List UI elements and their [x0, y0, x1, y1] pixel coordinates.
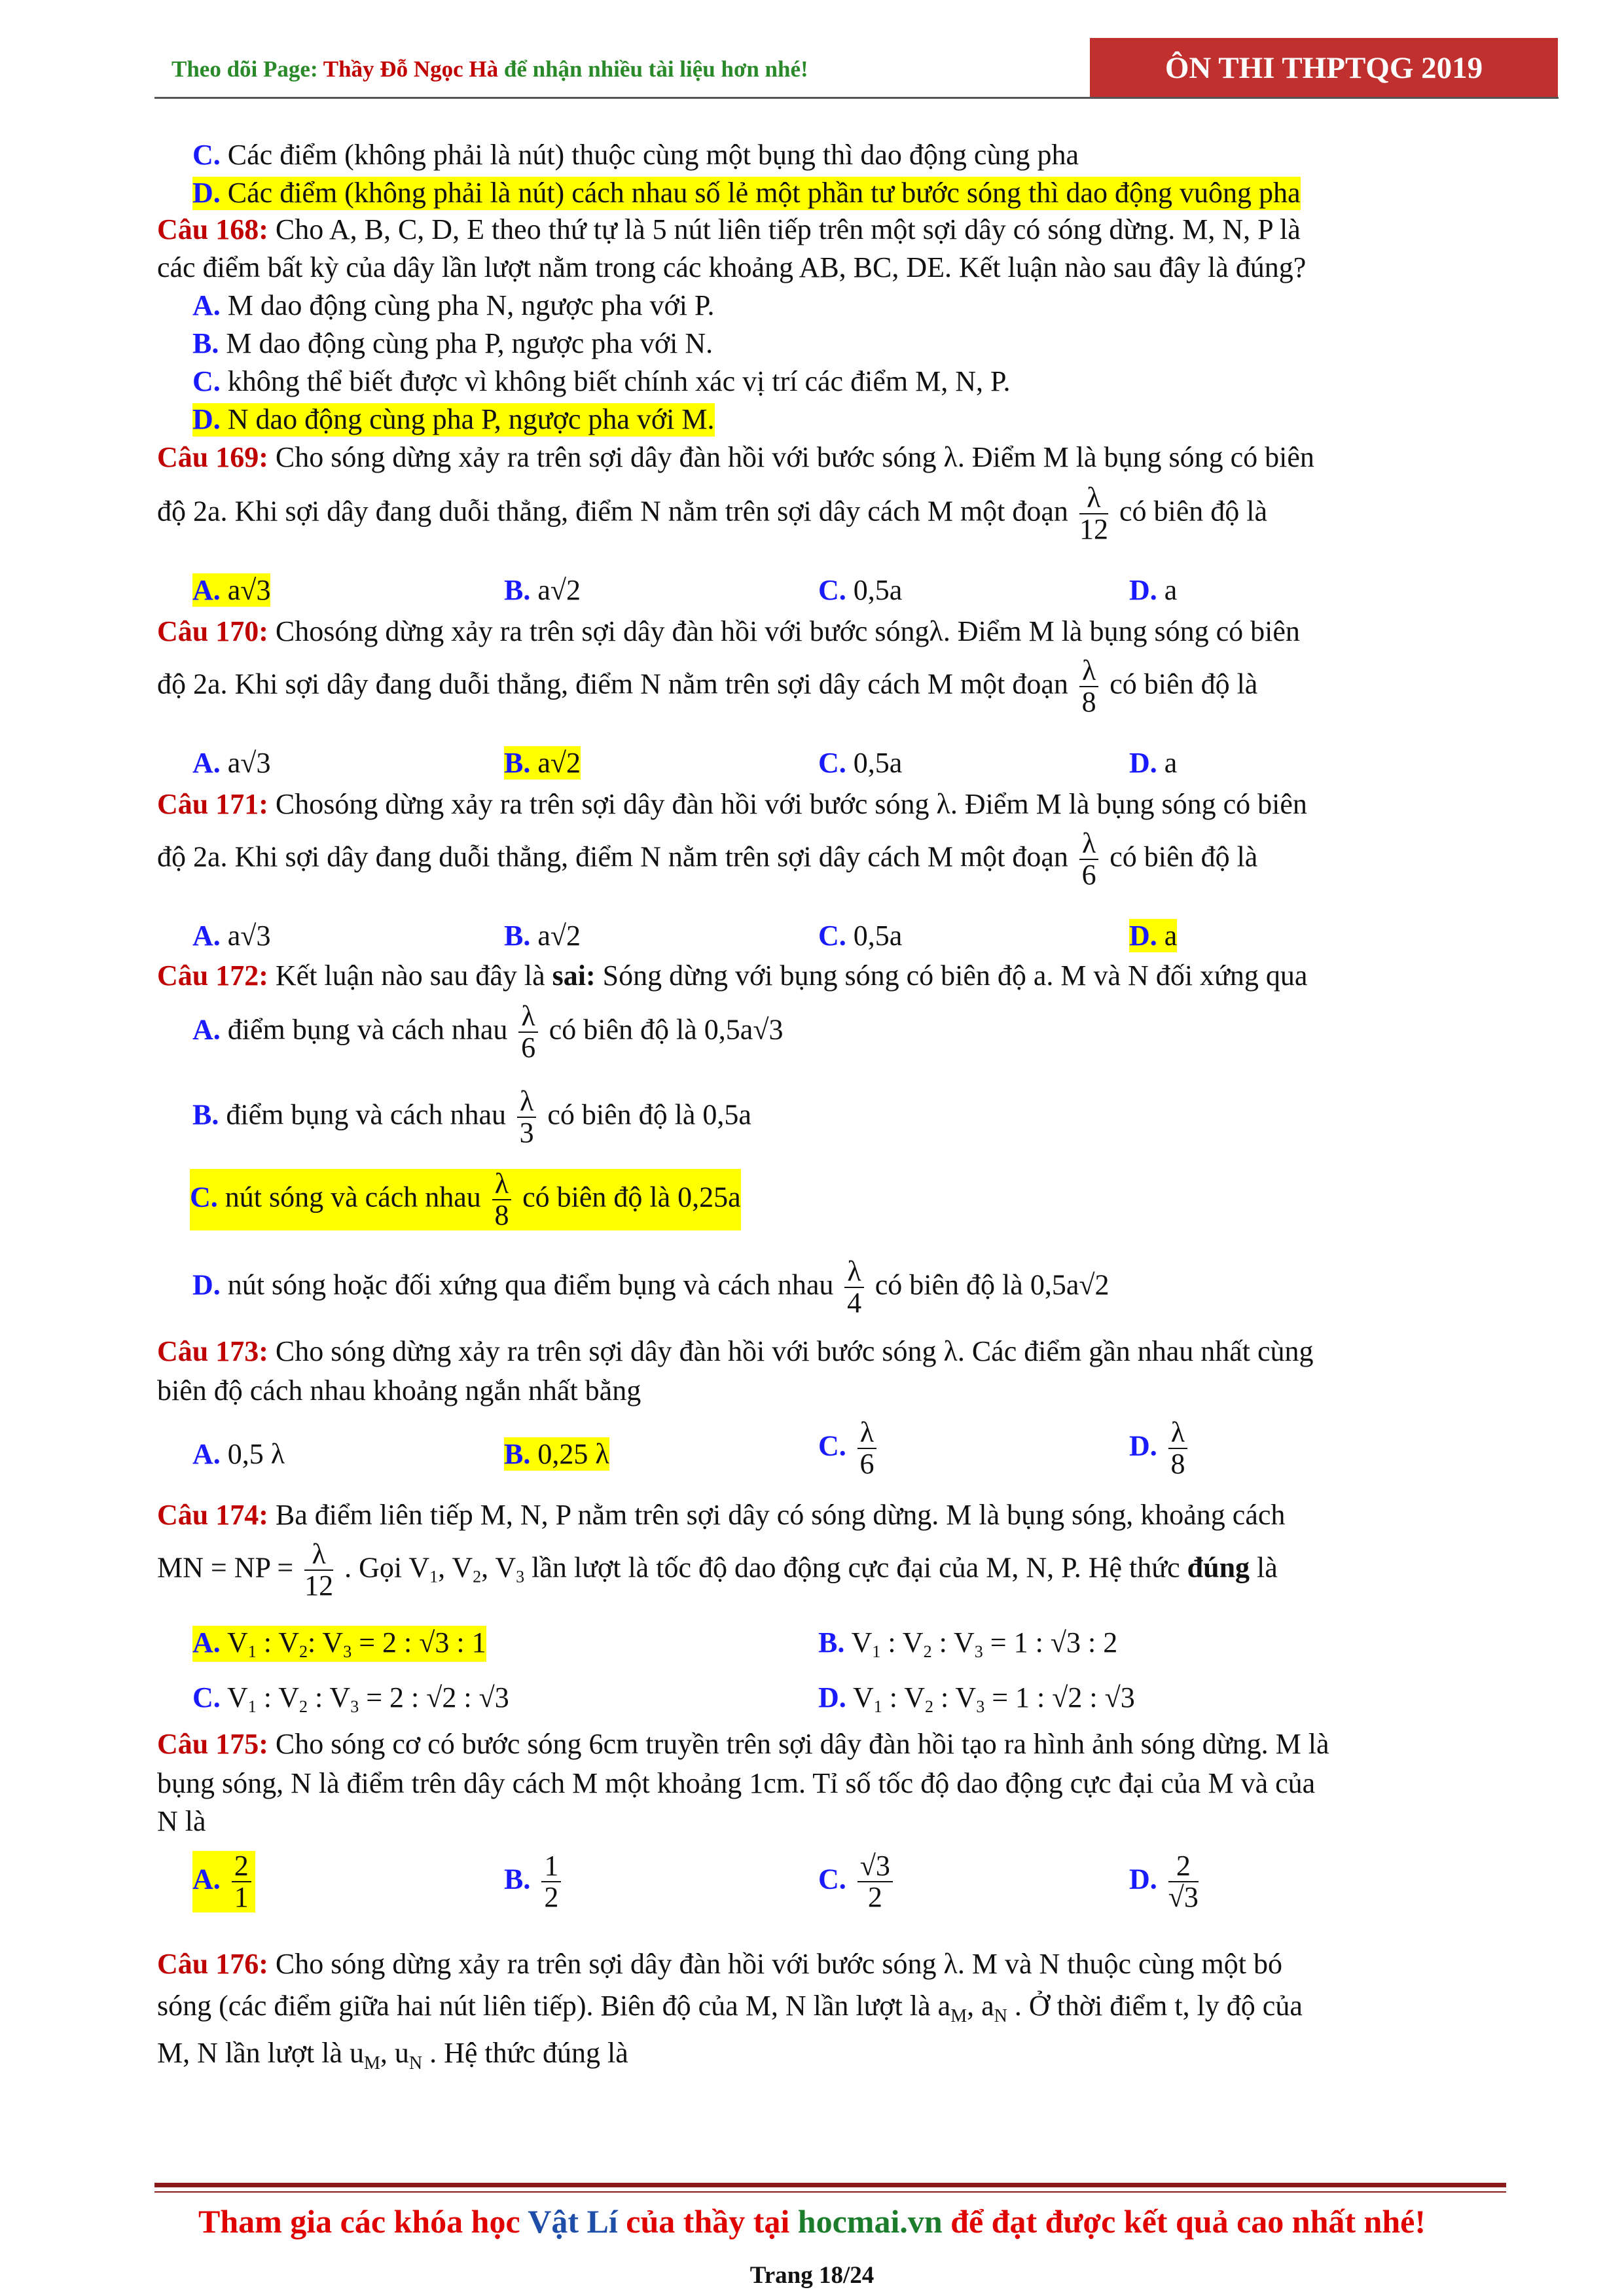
q168-line2: các điểm bất kỳ của dây lần lượt nằm trong các khoảng AB, BC, DE. Kết luận nào sau đây là đúng?: [157, 251, 1307, 283]
q172-option-d: D. nút sóng hoặc đối xứng qua điểm bụng và cách nhau $\frac{\lambda}{4}$ có biên độ là 0,5a√2: [192, 1255, 1110, 1319]
q172-option-b: B. điểm bụng và cách nhau $\frac{\lambda}{3}$ có biên độ là 0,5a: [192, 1085, 751, 1149]
q170-option-d: D. a: [1129, 747, 1178, 779]
q168-option-c: C. không thể biết được vì không biết chính xác vị trí các điểm M, N, P.: [192, 365, 1011, 397]
q175-option-c: C. $\frac{√3}{2}$: [818, 1851, 897, 1912]
q169-fraction: $\frac{\lambda}{12}$: [1079, 482, 1108, 546]
q175-line3: N là: [157, 1805, 206, 1837]
q172-option-a: A. điểm bụng và cách nhau $\frac{\lambda}{6}$ có biên độ là 0,5a√3: [192, 1000, 784, 1064]
q175-line1: Câu 175: Cho sóng cơ có bước sóng 6cm truyền trên sợi dây đàn hồi tạo ra hình ảnh sóng dừng. M là: [157, 1728, 1329, 1760]
q168-line1: Câu 168: Cho A, B, C, D, E theo thứ tự là 5 nút liên tiếp trên một sợi dây có sóng dừng. M, N, P là: [157, 213, 1301, 245]
q170-option-b: B. a√2: [504, 747, 581, 779]
q174-line1: Câu 174: Ba điểm liên tiếp M, N, P nằm trên sợi dây có sóng dừng. M là bụng sóng, khoảng cách: [157, 1499, 1286, 1531]
footer-divider-thin: [154, 2191, 1506, 2193]
q174-option-d: D. $V_1$ : $V_2$ : $V_3 = 1$ : √2 : √3: [818, 1681, 1135, 1716]
q169-option-a: A. a√3: [192, 574, 271, 606]
q171-fraction: $\frac{\lambda}{6}$: [1079, 829, 1098, 890]
q173-option-d: D. $\frac{\lambda}{8}$: [1129, 1418, 1191, 1479]
page-number: Trang 18/24: [749, 2262, 875, 2289]
q168-option-b: B. M dao động cùng pha P, ngược pha với N.: [192, 327, 713, 359]
q173-line2: biên độ cách nhau khoảng ngắn nhất bằng: [157, 1374, 641, 1407]
q173-line1: Câu 173: Cho sóng dừng xảy ra trên sợi dây đàn hồi với bước sóng λ. Các điểm gần nhau nhất cùng: [157, 1335, 1314, 1367]
header-follow: [171, 56, 808, 82]
follow-prefix: Theo dõi Page:: [171, 56, 318, 82]
q175-line2: bụng sóng, N là điểm trên dây cách M một khoảng 1cm. Tỉ số tốc độ dao động cực đại của M và của: [157, 1767, 1316, 1799]
q169-option-b: B. a√2: [504, 574, 581, 606]
footer-promo: Tham gia các khóa học Vật Lí của thầy tại hocmai.vn để đạt được kết quả cao nhất nhé!: [198, 2203, 1426, 2240]
follow-suffix: để nhận nhiều tài liệu hơn nhé!: [503, 56, 808, 82]
q168-option-a: A. M dao động cùng pha N, ngược pha với P.: [192, 289, 715, 321]
q169-option-c: C. 0,5a: [818, 574, 903, 606]
q169-line2: độ 2a. Khi sợi dây đang duỗi thẳng, điểm N nằm trên sợi dây cách M một đoạn $\frac{\lambda}{12}$ có biên độ là: [157, 482, 1267, 546]
q170-option-c: C. 0,5a: [818, 747, 903, 779]
q169-option-d: D. a: [1129, 574, 1178, 606]
q176-line1: Câu 176: Cho sóng dừng xảy ra trên sợi dây đàn hồi với bước sóng λ. M và N thuộc cùng một bó: [157, 1948, 1282, 1980]
q168-option-d: D. N dao động cùng pha P, ngược pha với M.: [192, 403, 715, 435]
q171-option-b: B. a√2: [504, 920, 581, 952]
q170-line2: độ 2a. Khi sợi dây đang duỗi thẳng, điểm N nằm trên sợi dây cách M một đoạn $\frac{\lambda}{8}$ có biên độ là: [157, 655, 1258, 719]
q173-option-a: A. 0,5 λ: [192, 1438, 285, 1470]
q171-option-c: C. 0,5a: [818, 920, 903, 952]
q173-option-b: B. 0,25 λ: [504, 1438, 609, 1470]
prev-option-d: D. Các điểm (không phải là nút) cách nhau số lẻ một phần tư bước sóng thì dao động vuông pha: [192, 177, 1301, 209]
q174-option-c: C. $V_1$ : $V_2$ : $V_3 = 2$ : √2 : √3: [192, 1681, 509, 1716]
exam-badge: ÔN THI THPTQG 2019: [1090, 38, 1558, 98]
q172-option-c: C. nút sóng và cách nhau $\frac{\lambda}{8}$ có biên độ là 0,25a: [190, 1168, 741, 1232]
q174-line2: MN = NP = $\frac{\lambda}{12}$ . Gọi $V_1$, $V_2$, $V_3$ lần lượt là tốc độ dao động cực đại của M, N, P. Hệ thức đúng là: [157, 1538, 1278, 1602]
q173-option-c: C. $\frac{\lambda}{6}$: [818, 1418, 880, 1479]
q171-option-d: D. a: [1129, 920, 1178, 952]
q176-line3: M, N lần lượt là $u_M$, $u_N$ . Hệ thức đúng là: [157, 2037, 628, 2073]
q171-line1: Câu 171: Chosóng dừng xảy ra trên sợi dây đàn hồi với bước sóng λ. Điểm M là bụng sóng có biên: [157, 788, 1307, 820]
follow-name[interactable]: Thầy Đỗ Ngọc Hà: [323, 56, 499, 82]
q175-option-b: B. $\frac{1}{2}$: [504, 1851, 565, 1912]
q174-option-b: B. $V_1$ : $V_2$ : $V_3 = 1$ : √3 : 2: [818, 1626, 1118, 1661]
q171-option-a: A. a√3: [192, 920, 271, 952]
q172-line1: Câu 172: Kết luận nào sau đây là sai: Sóng dừng với bụng sóng có biên độ a. M và N đối xứng qua: [157, 960, 1308, 992]
header-divider: [154, 97, 1559, 99]
q174-option-a: A. $V_1$ : $V_2$: $V_3 = 2$ : √3 : 1: [192, 1626, 486, 1661]
q170-fraction: $\frac{\lambda}{8}$: [1079, 656, 1098, 717]
q176-line2: sóng (các điểm giữa hai nút liên tiếp). Biên độ của M, N lần lượt là $a_M$, $a_N$ . Ở thời điểm t, ly độ của: [157, 1990, 1303, 2026]
q170-line1: Câu 170: Chosóng dừng xảy ra trên sợi dây đàn hồi với bước sóngλ. Điểm M là bụng sóng có biên: [157, 615, 1300, 647]
q175-option-a: A. $\frac{2}{1}$: [192, 1851, 255, 1912]
hocmai-link[interactable]: hocmai.vn: [797, 2203, 943, 2240]
prev-option-c: C. Các điểm (không phải là nút) thuộc cùng một bụng thì dao động cùng pha: [192, 139, 1079, 171]
q171-line2: độ 2a. Khi sợi dây đang duỗi thẳng, điểm N nằm trên sợi dây cách M một đoạn $\frac{\lambda}{6}$ có biên độ là: [157, 827, 1258, 891]
q175-option-d: D. $\frac{2}{√3}$: [1129, 1850, 1199, 1914]
q170-option-a: A. a√3: [192, 747, 271, 779]
footer-divider: [154, 2183, 1506, 2187]
q169-line1: Câu 169: Cho sóng dừng xảy ra trên sợi dây đàn hồi với bước sóng λ. Điểm M là bụng sóng có biên: [157, 441, 1314, 473]
